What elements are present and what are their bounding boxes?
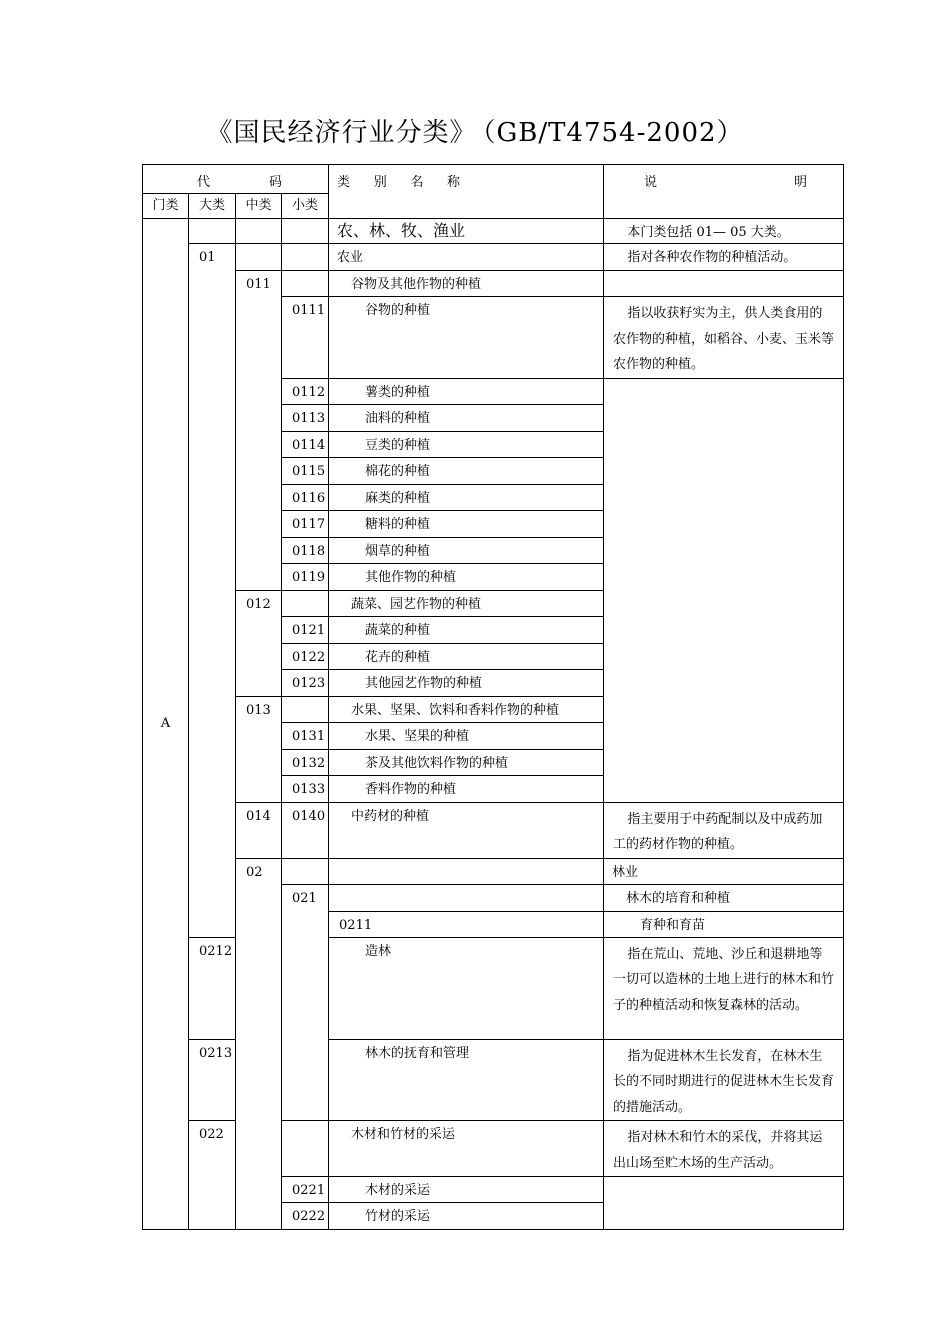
title-main: 《国民经济行业分类》 <box>206 118 477 148</box>
class-name: 花卉的种植 <box>329 643 604 669</box>
division-name: 林业 <box>604 858 844 884</box>
section-name: 农、林、牧、渔业 <box>329 219 604 244</box>
class-name: 水果、坚果的种植 <box>329 722 604 749</box>
table-row <box>143 802 844 858</box>
class-code: 0113 <box>282 404 329 431</box>
class-name: 蔬菜的种植 <box>329 616 604 643</box>
header-code: 代 码 <box>143 165 329 194</box>
class-code: 0112 <box>282 378 329 404</box>
class-name: 茶及其他饮料作物的种植 <box>329 749 604 775</box>
division-code: 02 <box>236 858 282 1230</box>
table-row <box>143 244 844 271</box>
class-name: 油料的种植 <box>329 404 604 431</box>
group-name: 蔬菜、园艺作物的种植 <box>329 590 604 616</box>
class-name: 麻类的种植 <box>329 484 604 510</box>
class-code: 0122 <box>282 643 329 669</box>
class-name: 香料作物的种植 <box>329 775 604 802</box>
class-name: 烟草的种植 <box>329 537 604 563</box>
class-desc: 指以收获籽实为主，供人类食用的农作物的种植，如稻谷、小麦、玉米等农作物的种植。 <box>604 297 844 379</box>
class-code: 0133 <box>282 775 329 802</box>
header-row <box>143 165 844 194</box>
class-code: 0222 <box>282 1203 329 1230</box>
header-zhong: 中类 <box>236 194 282 219</box>
section-code-cell: A <box>143 219 189 1230</box>
class-code: 0131 <box>282 722 329 749</box>
group-code: 022 <box>189 1121 236 1230</box>
header-xiao: 小类 <box>282 194 329 219</box>
header-da: 大类 <box>189 194 236 219</box>
title-standard: （GB/T4754-2002） <box>482 118 744 148</box>
class-name: 其他园艺作物的种植 <box>329 669 604 696</box>
group-code: 011 <box>236 271 282 591</box>
class-code: 0213 <box>189 1039 236 1121</box>
desc-empty <box>604 1177 844 1230</box>
class-name: 谷物的种植 <box>329 297 604 379</box>
class-code: 0121 <box>282 616 329 643</box>
class-name: 中药材的种植 <box>329 802 604 858</box>
group-name: 木材和竹材的采运 <box>329 1121 604 1177</box>
class-code: 0221 <box>282 1177 329 1203</box>
class-code: 0140 <box>282 802 329 858</box>
class-code: 0114 <box>282 431 329 457</box>
class-name: 育种和育苗 <box>604 911 844 937</box>
class-code: 0116 <box>282 484 329 510</box>
class-name: 棉花的种植 <box>329 457 604 484</box>
class-code: 0119 <box>282 563 329 590</box>
group-code: 012 <box>236 590 282 696</box>
class-code: 0118 <box>282 537 329 563</box>
classification-table <box>142 164 844 1230</box>
header-men: 门类 <box>143 194 189 219</box>
class-code: 0123 <box>282 669 329 696</box>
table-row <box>143 858 844 884</box>
class-desc: 指为促进林木生长发育，在林木生长的不同时期进行的促进林木生长发育的措施活动。 <box>604 1039 844 1121</box>
group-code: 013 <box>236 696 282 802</box>
class-name: 木材的采运 <box>329 1177 604 1203</box>
class-name: 竹材的采运 <box>329 1203 604 1230</box>
group-code: 014 <box>236 802 282 858</box>
class-code: 0111 <box>282 297 329 379</box>
desc-empty <box>604 378 844 802</box>
document-title <box>0 112 950 149</box>
division-code: 01 <box>189 244 236 938</box>
header-name: 类 别 名 称 <box>329 165 604 219</box>
section-desc: 本门类包括 01— 05 大类。 <box>604 219 844 244</box>
class-desc: 指在荒山、荒地、沙丘和退耕地等一切可以造林的土地上进行的林木和竹子的种植活动和恢复森林的活动。 <box>604 937 844 1039</box>
class-code: 0117 <box>282 510 329 537</box>
class-name: 造林 <box>329 937 604 1039</box>
class-name: 林木的抚育和管理 <box>329 1039 604 1121</box>
class-code: 0115 <box>282 457 329 484</box>
group-desc: 指对林木和竹木的采伐，并将其运出山场至贮木场的生产活动。 <box>604 1121 844 1177</box>
class-code: 0132 <box>282 749 329 775</box>
class-name: 豆类的种植 <box>329 431 604 457</box>
group-name: 谷物及其他作物的种植 <box>329 271 604 297</box>
group-code: 021 <box>282 884 329 1121</box>
division-name: 农业 <box>329 244 604 271</box>
class-name: 薯类的种植 <box>329 378 604 404</box>
group-name: 林木的培育和种植 <box>604 884 844 911</box>
table-row <box>143 219 844 244</box>
class-name: 糖料的种植 <box>329 510 604 537</box>
header-desc: 说 明 <box>604 165 844 219</box>
class-code: 0211 <box>329 911 604 937</box>
group-name: 水果、坚果、饮料和香料作物的种植 <box>329 696 604 722</box>
division-desc: 指对各种农作物的种植活动。 <box>604 244 844 271</box>
class-name: 其他作物的种植 <box>329 563 604 590</box>
class-code: 0212 <box>189 937 236 1039</box>
table-row <box>143 271 844 297</box>
class-desc: 指主要用于中药配制以及中成药加工的药材作物的种植。 <box>604 802 844 858</box>
